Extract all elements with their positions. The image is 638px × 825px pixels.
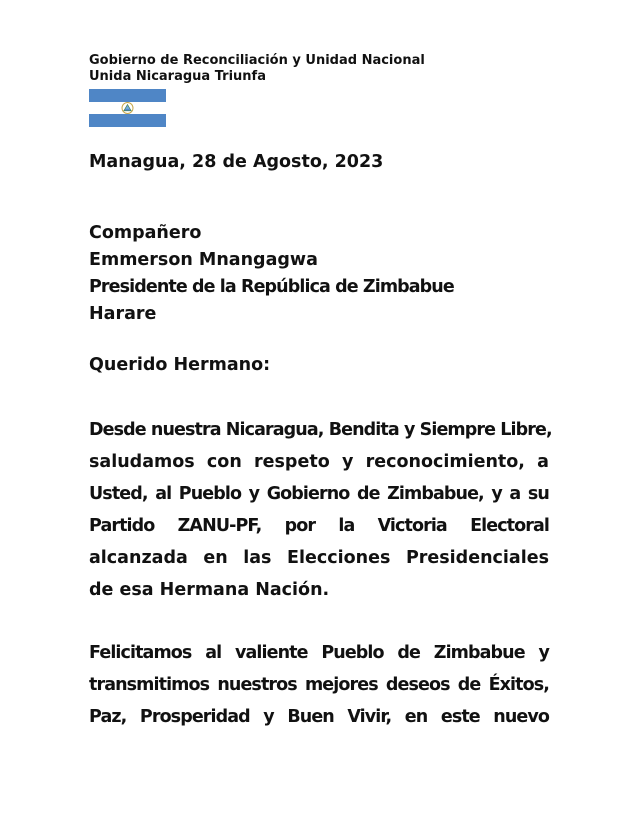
- recipient-position: Presidente de la República de Zimbabue: [89, 277, 454, 297]
- paragraph-line: Desde nuestra Nicaragua, Bendita y Siempre Libre,: [89, 420, 552, 440]
- paragraph-line: saludamos con respeto y reconocimiento, a: [89, 452, 549, 472]
- salutation: Querido Hermano:: [89, 355, 271, 375]
- paragraph-line: Felicitamos al valiente Pueblo de Zimbabue y: [89, 643, 549, 663]
- letterhead-government-name: Gobierno de Reconciliación y Unidad Nacional: [89, 53, 425, 68]
- nicaragua-coat-of-arms-icon: [121, 102, 134, 114]
- flag-bottom-band: [89, 114, 166, 127]
- letterhead: [89, 53, 425, 85]
- recipient-title: Compañero: [89, 223, 202, 243]
- paragraph-line: transmitimos nuestros mejores deseos de Éxitos,: [89, 675, 549, 695]
- paragraph-line: de esa Hermana Nación.: [89, 580, 330, 600]
- recipient-name: Emmerson Mnangagwa: [89, 250, 318, 270]
- letter-date: Managua, 28 de Agosto, 2023: [89, 152, 384, 172]
- paragraph-line: Usted, al Pueblo y Gobierno de Zimbabue, y a su: [89, 484, 549, 504]
- letterhead-slogan: Unida Nicaragua Triunfa: [89, 69, 266, 84]
- body-paragraph-1: [89, 414, 552, 606]
- recipient-city: Harare: [89, 304, 157, 324]
- body-paragraph-2: [89, 637, 549, 733]
- paragraph-line: Partido ZANU-PF, por la Victoria Electoral: [89, 516, 549, 536]
- paragraph-line: alcanzada en las Elecciones Presidenciales: [89, 548, 549, 568]
- nicaragua-flag: [89, 89, 166, 127]
- paragraph-line: Paz, Prosperidad y Buen Vivir, en este nuevo: [89, 707, 549, 727]
- flag-top-band: [89, 89, 166, 102]
- recipient-block: [89, 220, 454, 328]
